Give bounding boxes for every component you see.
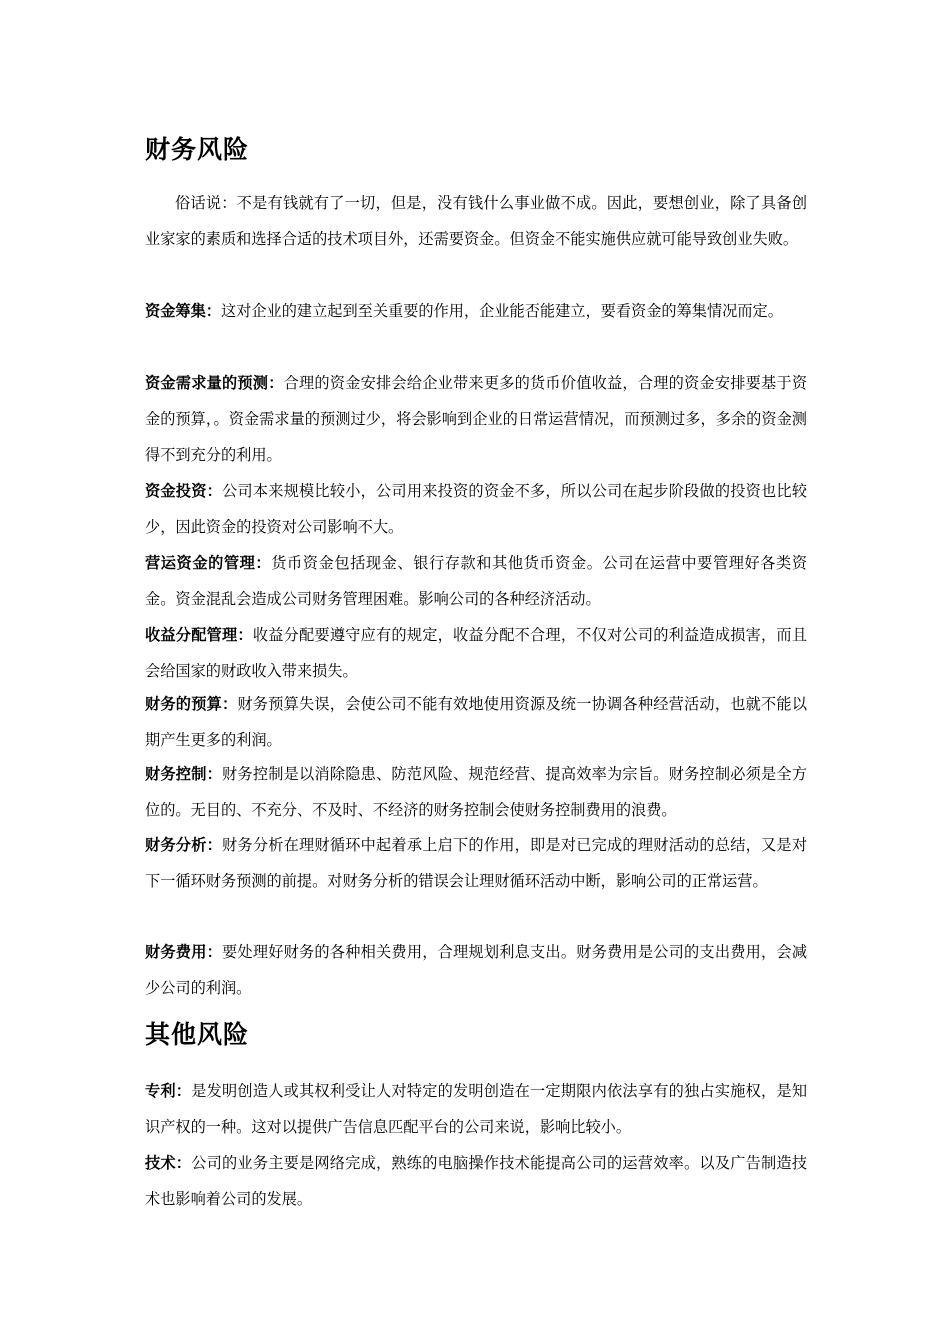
item-financial-analysis [145,827,807,899]
item-text: 收益分配要遵守应有的规定，收益分配不合理，不仅对公司的利益造成损害，而且会给国家的财政收入带来损失。 [145,626,808,680]
item-text: 财务预算失误，会使公司不能有效地使用资源及统一协调各种经营活动，也就不能以期产生更多的利润。 [145,695,808,749]
item-text: 货币资金包括现金、银行存款和其他货币资金。公司在运营中要管理好各类资金。资金混乱会造成公司财务管理困难。影响公司的各种经济活动。 [145,554,808,608]
item-financial-expenses [145,934,807,1006]
intro-paragraph: 俗话说：不是有钱就有了一切，但是，没有钱什么事业做不成。因此，要想创业，除了具备创业家家的素质和选择合适的技术项目外，还需要资金。但资金不能实施供应就可能导致创业失败。 [145,194,807,248]
item-working-capital [145,545,807,617]
item-capital-investment [145,473,807,545]
item-text: 这对企业的建立起到至关重要的作用，企业能否能建立，要看资金的筹集情况而定。 [220,302,783,320]
item-financial-budget [145,686,807,758]
item-financial-control [145,756,807,828]
item-term: 资金筹集： [145,302,221,320]
item-term: 资金投资： [145,482,223,500]
section-heading-other-risk: 其他风险 [145,1020,250,1049]
item-term: 资金需求量的预测： [145,374,284,392]
item-term: 收益分配管理： [145,626,253,644]
item-term: 财务的预算： [145,695,238,713]
item-term: 技术： [145,1154,192,1172]
item-term: 财务费用： [145,943,223,961]
item-capital-forecast [145,365,807,473]
item-text: 财务控制是以消除隐患、防范风险、规范经营、提高效率为宗旨。财务控制必须是全方位的。无目的、不充分、不及时、不经济的财务控制会使财务控制费用的浪费。 [145,765,808,819]
item-text: 公司的业务主要是网络完成，熟练的电脑操作技术能提高公司的运营效率。以及广告制造技术也影响着公司的发展。 [145,1154,808,1208]
item-text: 财务分析在理财循环中起着承上启下的作用，即是对已完成的理财活动的总结，又是对下一循环财务预测的前提。对财务分析的错误会让理财循环活动中断，影响公司的正常运营。 [145,836,808,890]
item-text: 公司本来规模比较小，公司用来投资的资金不多，所以公司在起步阶段做的投资也比较少，因此资金的投资对公司影响不大。 [145,482,808,536]
item-text: 要处理好财务的各种相关费用，合理规划利息支出。财务费用是公司的支出费用，会减少公司的利润。 [145,943,808,997]
item-profit-distribution [145,617,807,689]
item-term: 营运资金的管理： [145,554,272,572]
item-text: 是发明创造人或其权利受让人对特定的发明创造在一定期限内依法享有的独占实施权，是知识产权的一种。这对以提供广告信息匹配平台的公司来说，影响比较小。 [145,1082,808,1136]
item-technology [145,1145,807,1217]
item-text: 合理的资金安排会给企业带来更多的货币价值收益，合理的资金安排要基于资金的预算，。资金需求量的预测过少，将会影响到企业的日常运营情况，而预测过多，多余的资金测得不到充分的利用。 [145,374,808,464]
item-term: 专利： [145,1082,192,1100]
item-fundraising [145,293,807,329]
item-patent [145,1073,807,1145]
item-term: 财务控制： [145,765,223,783]
section-heading-financial-risk: 财务风险 [145,135,250,164]
item-term: 财务分析： [145,836,223,854]
